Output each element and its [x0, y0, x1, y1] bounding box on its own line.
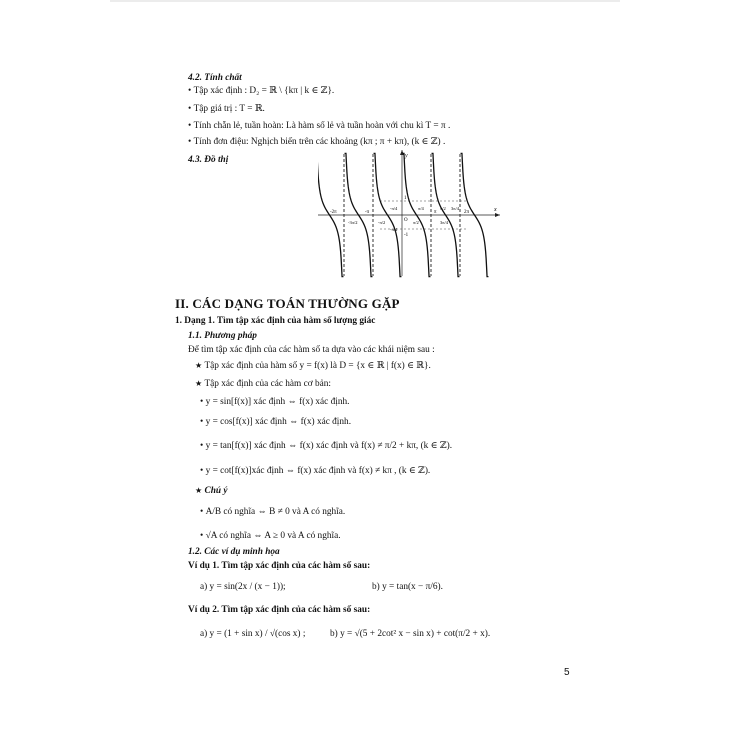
- note1-text: A/B có nghĩa ⇔ B ≠ 0 và A có nghĩa.: [205, 507, 346, 517]
- example1-text: [188, 560, 370, 572]
- basic-sin-line: • y = sin[f(x)] xác định ⇔ f(x) xác định.: [200, 397, 350, 407]
- cot-graph: [318, 148, 502, 278]
- example1a-text: a) y = sin(2x / (x − 1));: [200, 582, 286, 592]
- top-label-3pi-4: 3π/4: [451, 206, 460, 211]
- y-axis-label: y: [405, 153, 408, 159]
- basic-cos-text: y = cos[f(x)] xác định ⇔ f(x) xác định.: [205, 417, 352, 427]
- page-number: 5: [564, 667, 570, 678]
- monotonic-text: Tính đơn điệu: Nghịch biến trên các khoảng (kπ ; π + kπ), (k ∈ ℤ) .: [193, 137, 446, 147]
- note2-text: √A có nghĩa ⇔ A ≥ 0 và A có nghĩa.: [205, 531, 341, 541]
- basic-tan-text: y = tan[f(x)] xác định ⇔ f(x) xác định và f(x) ≠ π/2 + kπ, (k ∈ ℤ).: [205, 441, 453, 451]
- top-label-minus-pi-4: -π/4: [390, 206, 398, 211]
- note1-line: • A/B có nghĩa ⇔ B ≠ 0 và A có nghĩa.: [200, 507, 346, 517]
- method-title: 1.1. Phương pháp: [188, 331, 257, 341]
- x-label-minus-pi: -π: [365, 210, 370, 215]
- origin-label: O: [404, 218, 408, 223]
- examples-title: 1.2. Các ví dụ minh họa: [188, 547, 280, 557]
- basic-sin-text: y = sin[f(x)] xác định ⇔ f(x) xác định.: [205, 397, 350, 407]
- star-bullet-icon: ★: [195, 361, 203, 370]
- x-axis-label: x: [494, 207, 497, 213]
- bottom-label-pi-2: π/2: [413, 220, 419, 225]
- y-minus-one-label: -1: [404, 233, 409, 238]
- section-4-2-title: 4.2. Tính chất: [188, 73, 242, 83]
- example1b-text: b) y = tan(x − π/6).: [372, 582, 443, 592]
- monotonic-line: • Tính đơn điệu: Nghịch biến trên các khoảng (kπ ; π + kπ), (k ∈ ℤ) .: [188, 137, 446, 147]
- intro-text: Để tìm tập xác định của các hàm số ta dựa vào các khái niệm sau :: [188, 345, 435, 355]
- x-axis-arrow: [495, 213, 500, 217]
- example2-text: [188, 604, 370, 616]
- basic-cos-line: • y = cos[f(x)] xác định ⇔ f(x) xác định.: [200, 417, 352, 427]
- parity-line: • Tính chẵn lẻ, tuần hoàn: Là hàm số lẻ và tuần hoàn với chu kì T = π .: [188, 121, 451, 131]
- note2-line: • √A có nghĩa ⇔ A ≥ 0 và A có nghĩa.: [200, 531, 341, 541]
- note-title-line: [195, 485, 228, 497]
- example2b-text: b) y = √(5 + 2cot² x − sin x) + cot(π/2 + x).: [330, 629, 491, 639]
- example2a-text: a) y = (1 + sin x) / √(cos x) ;: [200, 629, 306, 639]
- basic-tan-line: • y = tan[f(x)] xác định ⇔ f(x) xác định và f(x) ≠ π/2 + kπ, (k ∈ ℤ).: [200, 441, 453, 451]
- page-top-border: [110, 0, 620, 2]
- basic-cot-line: • y = cot[f(x)]xác định ⇔ f(x) xác định và f(x) ≠ kπ , (k ∈ ℤ).: [200, 466, 431, 476]
- star2-line: [195, 378, 331, 390]
- domain-text: Tập xác định : D₂ = ℝ \ {kπ | k ∈ ℤ}.: [193, 86, 335, 96]
- bottom-label-minus-pi-2: -π/2: [378, 220, 386, 225]
- basic-cot-text: y = cot[f(x)]xác định ⇔ f(x) xác định và f(x) ≠ kπ , (k ∈ ℤ).: [205, 466, 431, 476]
- star-bullet-icon: ★: [195, 379, 203, 388]
- domain-line: • Tập xác định : D₂ = ℝ \ {kπ | k ∈ ℤ}.: [188, 86, 335, 96]
- star-bullet-icon: ★: [195, 486, 203, 495]
- bottom-label-minus-pi-4: -π/4: [390, 227, 398, 232]
- example2-label: Ví dụ 2. Tìm tập xác định của các hàm số sau:: [188, 605, 371, 615]
- y-one-label: 1: [404, 196, 407, 201]
- bottom-label-minus-3pi-2: -3π/2: [348, 220, 358, 225]
- x-label-2pi: 2π: [464, 210, 470, 215]
- dang1-title: 1. Dạng 1. Tìm tập xác định của hàm số lượng giác: [175, 316, 376, 326]
- bottom-label-3pi-4: 3π/4: [440, 220, 449, 225]
- x-label-pi: π: [434, 210, 437, 215]
- top-label-pi-4: π/4: [418, 206, 424, 211]
- star1-text: Tập xác định của hàm số y = f(x) là D = {x ∈ ℝ | f(x) ∈ ℝ}.: [204, 361, 431, 371]
- section-4-3-title: 4.3. Đồ thị: [188, 155, 229, 165]
- range-line: • Tập giá trị : T = ℝ.: [188, 104, 265, 114]
- parity-text: Tính chẵn lẻ, tuần hoàn: Là hàm số lẻ và tuần hoàn với chu kì T = π .: [193, 121, 451, 131]
- range-text: Tập giá trị : T = ℝ.: [193, 104, 265, 114]
- example1-label: Ví dụ 1. Tìm tập xác định của các hàm số sau:: [188, 561, 371, 571]
- note-title: Chú ý: [204, 486, 228, 496]
- x-label-minus-2pi: -2π: [330, 210, 337, 215]
- star1-line: [195, 360, 431, 372]
- section-II-title: II. CÁC DẠNG TOÁN THƯỜNG GẶP: [175, 296, 400, 311]
- top-label-pi-2: π/2: [440, 206, 446, 211]
- star2-text: Tập xác định của các hàm cơ bản:: [204, 379, 331, 389]
